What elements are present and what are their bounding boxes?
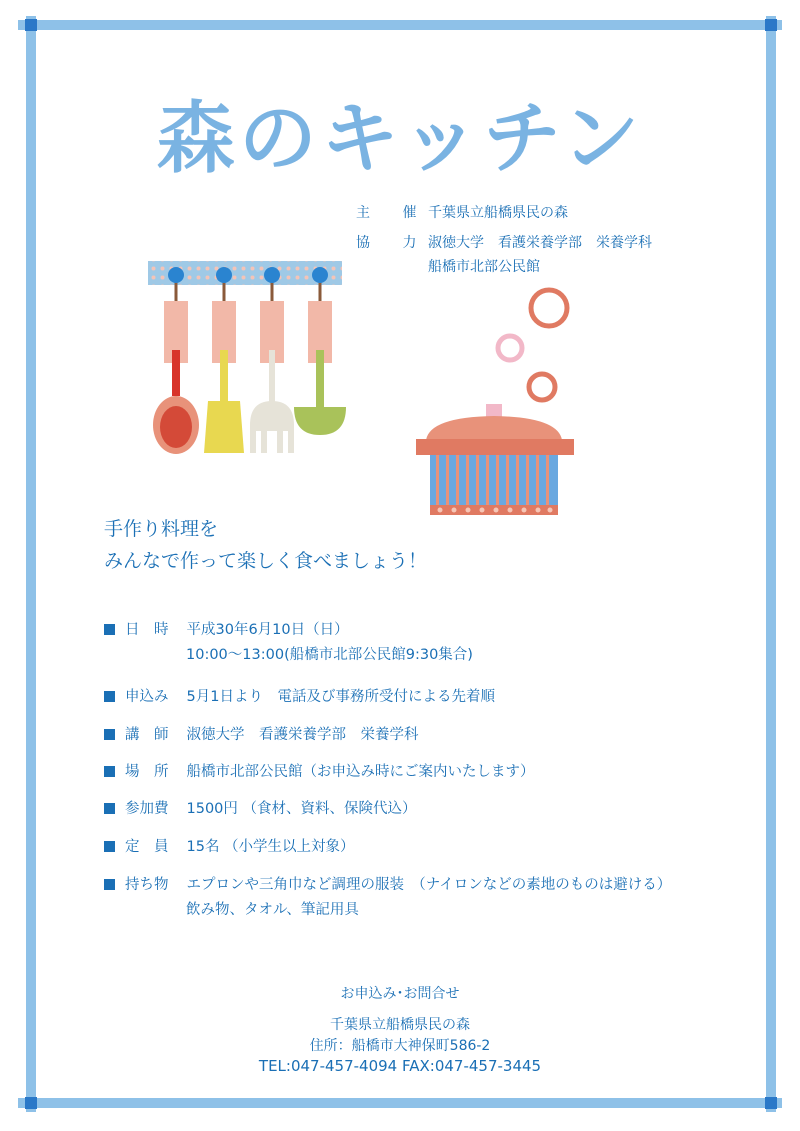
- organizer-host: [356, 202, 568, 222]
- detail-value: 船橋市北部公民館（お申込み時にご案内いたします）: [186, 764, 535, 780]
- bullet-square-icon: [104, 879, 115, 890]
- bullet-square-icon: [104, 691, 115, 702]
- cooking-pot-illustration: [410, 282, 590, 522]
- bullet-square-icon: [104, 624, 115, 635]
- detail-value: 1500円 （食材、資料、保険代込）: [186, 801, 417, 817]
- detail-datetime-extra: 10:00〜13:00(船橋市北部公民館9:30集合): [186, 647, 473, 663]
- detail-instructor: [104, 723, 419, 744]
- detail-belongings-extra: 飲み物、タオル、筆記用具: [186, 902, 359, 918]
- detail-label: 持ち物: [125, 877, 169, 893]
- detail-value: 5月1日より 電話及び事務所受付による先着順: [186, 689, 495, 705]
- detail-value: 平成30年6月10日（日）: [186, 622, 349, 638]
- detail-value: 淑徳大学 看護栄養学部 栄養学科: [186, 727, 419, 743]
- detail-belongings: [104, 873, 671, 894]
- bullet-square-icon: [104, 729, 115, 740]
- detail-application: [104, 685, 495, 706]
- detail-datetime: [104, 618, 349, 639]
- contact-org: 千葉県立船橋県民の森: [330, 1017, 470, 1033]
- detail-place: [104, 760, 535, 781]
- frame-corner: [765, 1097, 777, 1109]
- frame-corner: [25, 19, 37, 31]
- frame-corner: [765, 19, 777, 31]
- frame-top: [18, 20, 782, 30]
- detail-label: 定 員: [125, 839, 169, 855]
- frame-corner: [25, 1097, 37, 1109]
- detail-label: 参加費: [125, 801, 169, 817]
- tagline-line-2: みんなで作って楽しく食べましょう！: [104, 550, 428, 572]
- organizer-coop: [356, 232, 652, 252]
- page-title: 森のキッチン: [156, 94, 644, 184]
- contact-address: 住所：船橋市大神保町586-2: [309, 1038, 491, 1054]
- detail-label: 申込み: [125, 689, 169, 705]
- detail-value: 15名 （小学生以上対象）: [186, 839, 355, 855]
- bullet-square-icon: [104, 803, 115, 814]
- detail-fee: [104, 797, 417, 818]
- utensil-rack-illustration: [140, 255, 350, 460]
- tagline-line-1: 手作り料理を: [104, 518, 219, 540]
- contact-phone: TEL:047-457-4094 FAX:047-457-3445: [258, 1057, 542, 1075]
- frame-bottom: [18, 1098, 782, 1108]
- detail-capacity: [104, 835, 355, 856]
- host-label: 主 催: [356, 205, 431, 221]
- detail-label: 場 所: [125, 764, 169, 780]
- detail-label: 日 時: [125, 622, 169, 638]
- host-name: 千葉県立船橋県民の森: [428, 205, 568, 221]
- detail-label: 講 師: [125, 727, 169, 743]
- coop-name-1: 淑徳大学 看護栄養学部 栄養学科: [428, 235, 652, 251]
- detail-value: エプロンや三角巾など調理の服装 （ナイロンなどの素地のものは避ける）: [186, 877, 672, 893]
- coop-name-2: 船橋市北部公民館: [428, 259, 540, 275]
- coop-label: 協 力: [356, 235, 431, 251]
- bullet-square-icon: [104, 766, 115, 777]
- bullet-square-icon: [104, 841, 115, 852]
- contact-heading: お申込み･お問合せ: [340, 986, 460, 1002]
